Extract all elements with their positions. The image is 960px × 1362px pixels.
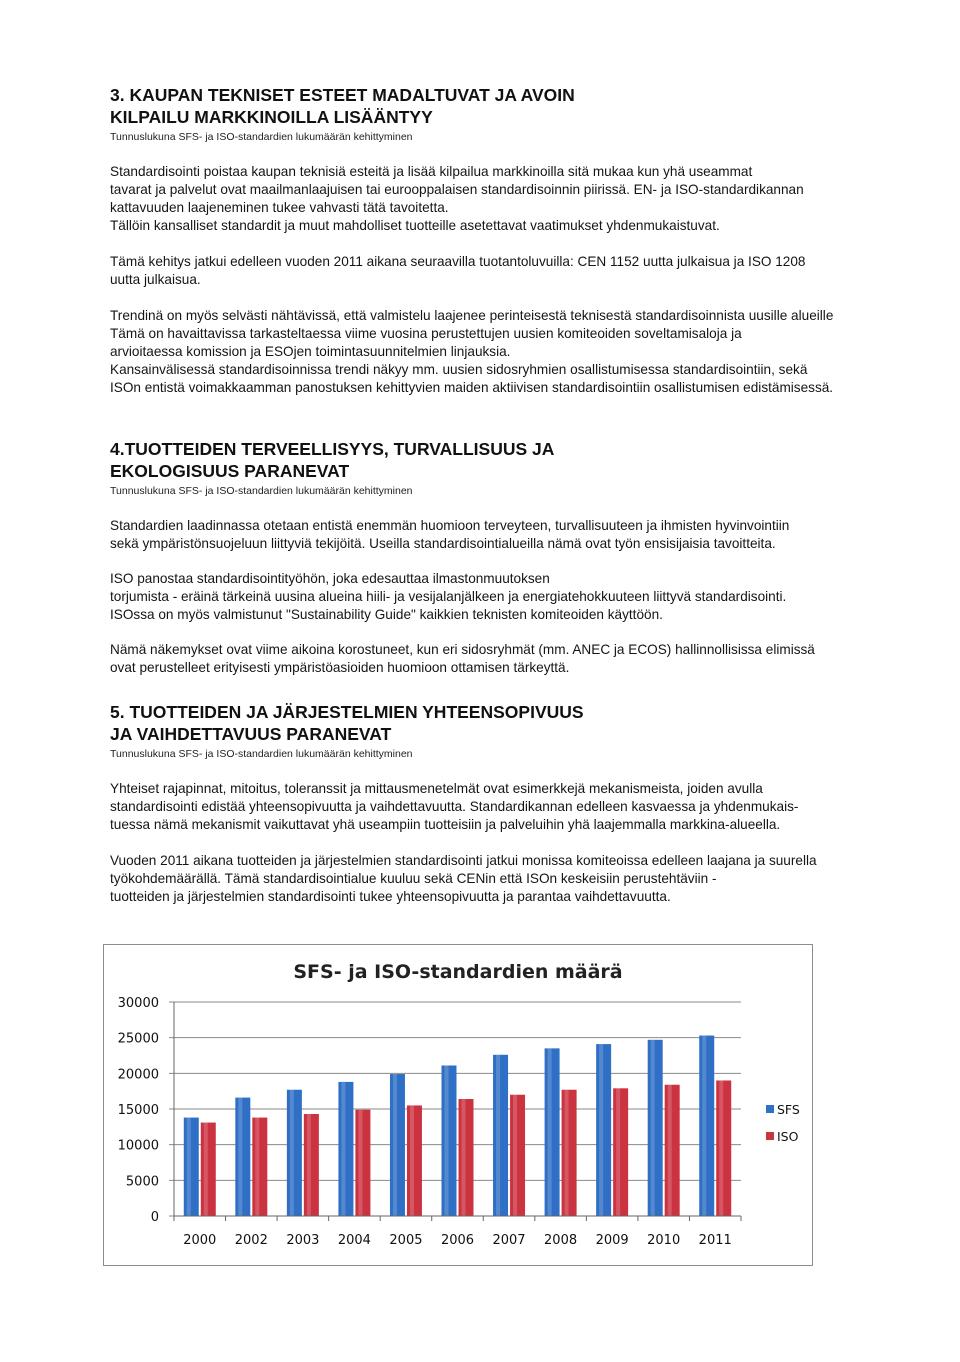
- x-tick-label: 2008: [544, 1233, 578, 1248]
- bar-highlight: [393, 1074, 397, 1216]
- text-line: standardisointi edistää yhteensopivuutta ja vaihdettavuutta. Standardikannan edelleen kasvaessa ja yhdenmukais-: [110, 799, 799, 814]
- bar-chart: [104, 945, 812, 1265]
- y-tick-label: 0: [150, 1210, 159, 1225]
- text-line: arvioitaessa komission ja ESOjen toimintasuunnitelmien linjauksia.: [110, 344, 511, 359]
- bar-highlight: [187, 1118, 191, 1216]
- paragraph: [110, 570, 910, 624]
- text-line: tavarat ja palvelut ovat maailmanlaajuisen tai eurooppalaisen standardisoinnin piirissä. EN- ja ISO-standardikannan: [110, 182, 804, 197]
- paragraph: [110, 641, 910, 677]
- x-tick-label: 2000: [183, 1233, 217, 1248]
- text-line: tuessa nämä mekanismit vaikuttavat yhä useampiin tuotteisiin ja palveluihin yhä laajemmalla markkina-alueella.: [110, 817, 781, 832]
- text-line: Tällöin kansalliset standardit ja muut mahdolliset tuotteille asetettavat vaatimukset yhdenmukaistuvat.: [110, 218, 720, 233]
- section-subtitle: Tunnuslukuna SFS- ja ISO-standardien lukumäärän kehittyminen: [110, 131, 413, 143]
- bar-highlight: [651, 1040, 655, 1216]
- bar-sfs: [699, 1036, 714, 1216]
- x-tick-label: 2002: [234, 1233, 268, 1248]
- bar-highlight: [565, 1090, 569, 1216]
- bar-iso: [407, 1105, 422, 1216]
- bar-iso: [613, 1088, 628, 1216]
- bar-iso: [304, 1114, 319, 1216]
- bar-highlight: [290, 1090, 294, 1216]
- bar-sfs: [596, 1044, 611, 1216]
- section-4: [110, 438, 910, 677]
- section-5: [110, 701, 910, 906]
- x-tick-label: 2010: [647, 1233, 681, 1248]
- text-line: torjumista - eräinä tärkeinä uusina alueina hiili- ja vesijalanjälkeen ja energiatehokkuuteen liittyvä standardisointi.: [110, 589, 787, 604]
- text-line: ovat perustelleet erityisesti ympäristöasioiden huomioon ottamisen tärkeyttä.: [110, 660, 570, 675]
- text-line: tuotteiden ja järjestelmien standardisointi tukee yhteensopivuutta ja parantaa vaihdettavuutta.: [110, 889, 671, 904]
- bar-highlight: [462, 1099, 466, 1216]
- bar-highlight: [513, 1095, 517, 1216]
- bar-sfs: [442, 1065, 457, 1216]
- x-tick-label: 2003: [286, 1233, 320, 1248]
- section-subtitle: Tunnuslukuna SFS- ja ISO-standardien lukumäärän kehittyminen: [110, 748, 413, 760]
- paragraph: [110, 163, 910, 235]
- x-tick-label: 2004: [337, 1233, 371, 1248]
- bar-sfs: [545, 1048, 560, 1216]
- text-line: kattavuuden laajeneminen tukee vahvasti tätä tavoitetta.: [110, 200, 449, 215]
- paragraph: [110, 852, 910, 906]
- bar-highlight: [341, 1082, 345, 1216]
- legend-swatch: [766, 1105, 774, 1113]
- y-tick-label: 20000: [117, 1067, 159, 1083]
- bar-sfs: [287, 1090, 302, 1216]
- section-heading: KILPAILU MARKKINOILLA LISÄÄNTYY: [110, 107, 433, 127]
- y-tick-label: 5000: [125, 1174, 159, 1190]
- bar-highlight: [358, 1110, 362, 1216]
- x-tick-label: 2006: [440, 1233, 475, 1248]
- standards-chart: [103, 944, 813, 1266]
- bar-highlight: [445, 1065, 449, 1216]
- y-tick-label: 15000: [117, 1103, 159, 1118]
- y-tick-label: 30000: [117, 996, 159, 1011]
- bar-highlight: [616, 1088, 620, 1216]
- bar-highlight: [496, 1055, 500, 1216]
- section-subtitle: Tunnuslukuna SFS- ja ISO-standardien lukumäärän kehittyminen: [110, 485, 413, 497]
- bar-highlight: [307, 1114, 311, 1216]
- text-line: Tämä kehitys jatkui edelleen vuoden 2011 aikana seuraavilla tuotantoluvuilla: CEN 1152 uutta julkaisua ja ISO 1208: [110, 254, 806, 269]
- bar-iso: [562, 1090, 577, 1216]
- bar-sfs: [235, 1098, 250, 1216]
- paragraph: [110, 253, 910, 289]
- bar-iso: [459, 1099, 474, 1216]
- text-line: Trendinä on myös selvästi nähtävissä, että valmistelu laajenee perinteisestä teknisestä standardisoinnista uusille alueille: [110, 308, 834, 323]
- text-line: työkohdemäärällä. Tämä standardisointialue kuuluu sekä CENin että ISOn keskeisiin perustehtäviin -: [110, 871, 717, 886]
- bar-sfs: [184, 1118, 199, 1216]
- bar-iso: [201, 1123, 216, 1216]
- text-line: Kansainvälisessä standardisoinnissa trendi näkyy mm. uusien sidosryhmien osallistumisessa standardisointiin, sekä: [110, 362, 808, 377]
- text-line: ISOssa on myös valmistunut "Sustainability Guide" kaikkien teknisten komiteoiden käyttöön.: [110, 607, 663, 622]
- bar-highlight: [204, 1123, 208, 1216]
- text-line: Tämä on havaittavissa tarkasteltaessa viime vuosina perustettujen uusien komiteoiden soveltamisaloja ja: [110, 326, 742, 341]
- section-heading: JA VAIHDETTAVUUS PARANEVAT: [110, 724, 392, 744]
- text-line: uutta julkaisua.: [110, 272, 201, 287]
- x-tick-label: 2007: [492, 1233, 526, 1248]
- section-heading: 4.TUOTTEIDEN TERVEELLISYYS, TURVALLISUUS JA: [110, 439, 555, 459]
- x-tick-label: 2005: [389, 1233, 423, 1248]
- section-heading: EKOLOGISUUS PARANEVAT: [110, 461, 350, 481]
- chart-title: SFS- ja ISO-standardien määrä: [293, 961, 623, 983]
- text-line: Standardisointi poistaa kaupan teknisiä esteitä ja lisää kilpailua markkinoilla sitä mukaa kun yhä useammat: [110, 164, 753, 179]
- bar-iso: [716, 1080, 731, 1216]
- bar-highlight: [255, 1118, 259, 1216]
- bar-sfs: [648, 1040, 663, 1216]
- text-line: Yhteiset rajapinnat, mitoitus, toleranssit ja mittausmenetelmät ovat esimerkkejä mekanismeista, joiden avulla: [110, 781, 763, 796]
- text-line: sekä ympäristönsuojeluun liittyviä tekijöitä. Useilla standardisointialueilla nämä ovat työn ensisijaisia tavoitteita.: [110, 536, 776, 551]
- text-line: Standardien laadinnassa otetaan entistä enemmän huomioon terveyteen, turvallisuuteen ja ihmisten hyvinvointiin: [110, 518, 790, 533]
- x-tick-label: 2011: [698, 1233, 732, 1248]
- text-line: Nämä näkemykset ovat viime aikoina korostuneet, kun eri sidosryhmät (mm. ANEC ja ECOS) hallinnollisissa elimissä: [110, 642, 815, 657]
- bar-sfs: [493, 1055, 508, 1216]
- bar-highlight: [238, 1098, 242, 1216]
- paragraph: [110, 780, 910, 834]
- paragraph: [110, 307, 910, 397]
- y-tick-label: 25000: [117, 1031, 159, 1047]
- section-heading: 3. KAUPAN TEKNISET ESTEET MADALTUVAT JA AVOIN: [110, 85, 575, 105]
- legend-label: SFS: [777, 1102, 800, 1117]
- bar-highlight: [702, 1036, 706, 1216]
- text-line: ISOn entistä voimakkaamman panostuksen kehittyvien maiden aktiivisen standardisointiin osallistumisen edistämisessä.: [110, 380, 834, 395]
- legend-label: ISO: [777, 1129, 799, 1144]
- bar-iso: [510, 1095, 525, 1216]
- bar-iso: [665, 1085, 680, 1216]
- bar-highlight: [410, 1105, 414, 1216]
- bar-sfs: [390, 1074, 405, 1216]
- paragraph: [110, 517, 910, 553]
- legend-swatch: [766, 1132, 774, 1140]
- bar-highlight: [668, 1085, 672, 1216]
- bar-highlight: [548, 1048, 552, 1216]
- bar-highlight: [719, 1080, 723, 1216]
- y-tick-label: 10000: [117, 1138, 159, 1154]
- section-heading: 5. TUOTTEIDEN JA JÄRJESTELMIEN YHTEENSOPIVUUS: [110, 702, 584, 722]
- bar-iso: [252, 1118, 267, 1216]
- bar-sfs: [338, 1082, 353, 1216]
- x-tick-label: 2009: [595, 1233, 629, 1248]
- text-line: Vuoden 2011 aikana tuotteiden ja järjestelmien standardisointi jatkui monissa komiteoissa edelleen laajana ja suurella: [110, 853, 817, 868]
- bar-iso: [355, 1110, 370, 1216]
- section-3: [110, 84, 910, 397]
- bar-highlight: [599, 1044, 603, 1216]
- text-line: ISO panostaa standardisointityöhön, joka edesauttaa ilmastonmuutoksen: [110, 571, 550, 586]
